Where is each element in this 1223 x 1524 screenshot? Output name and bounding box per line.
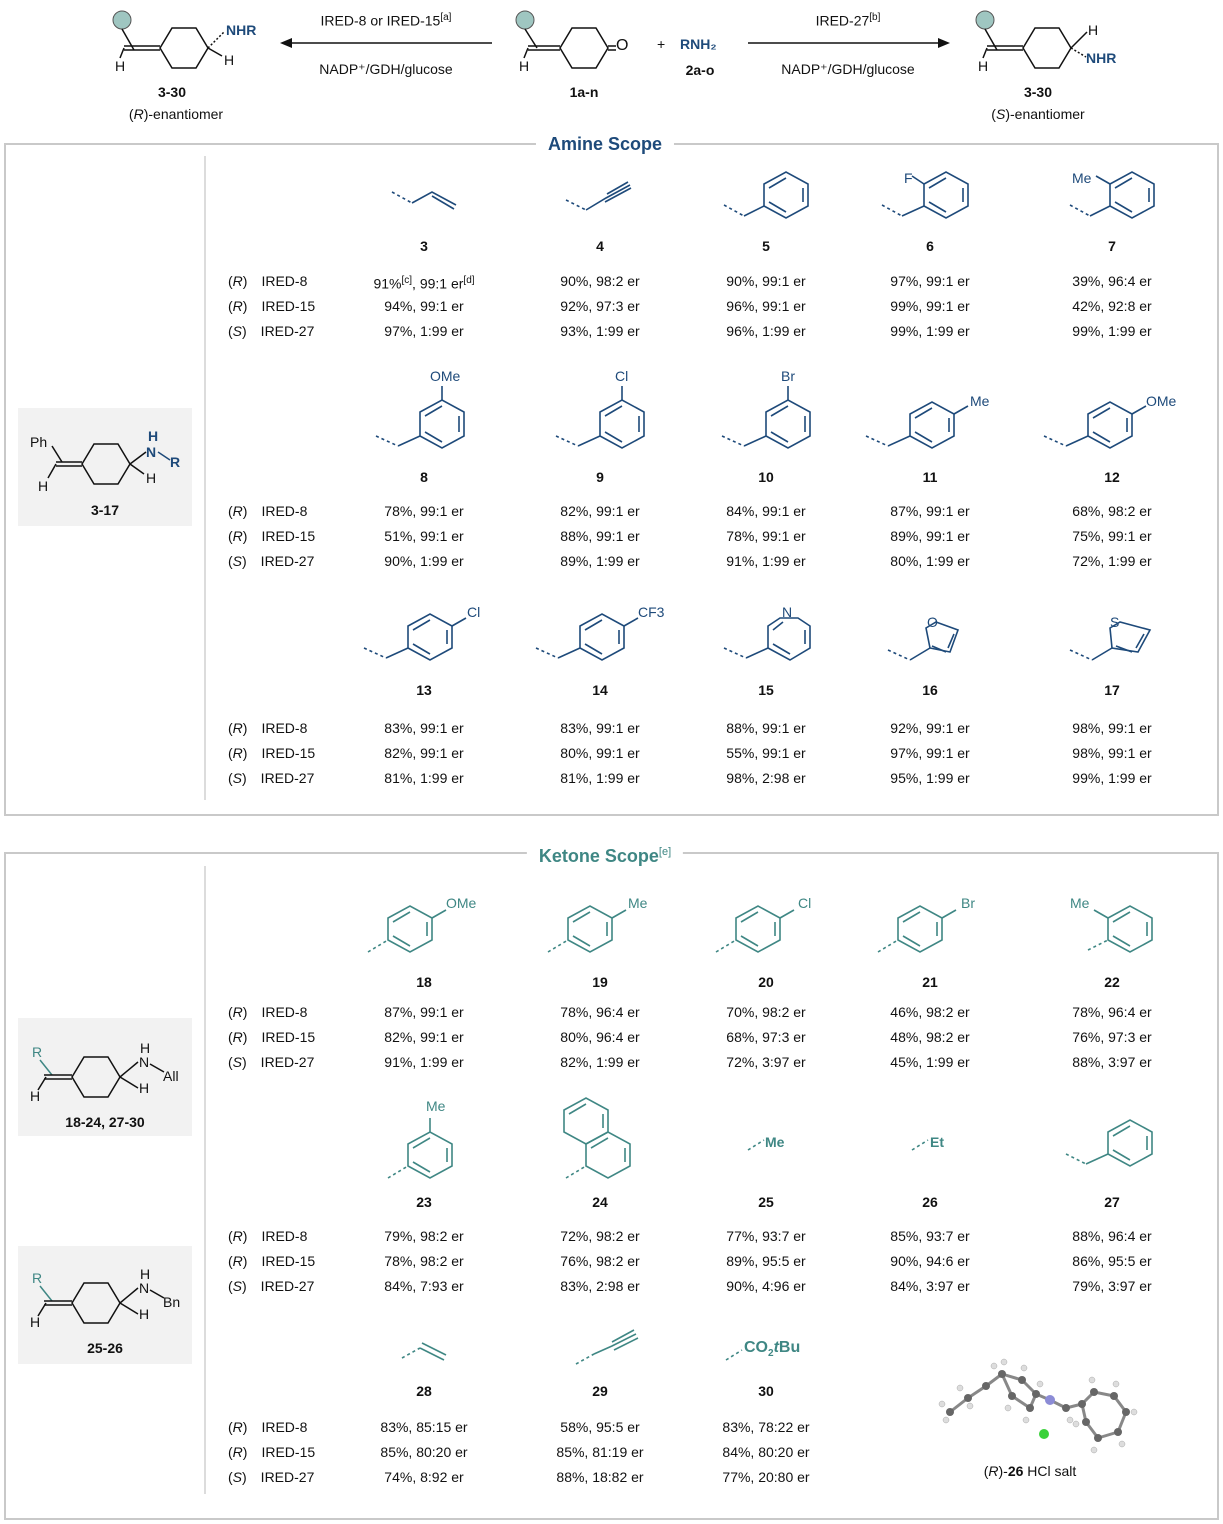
compound-label: 9 (596, 469, 604, 485)
result-cell: 78%, 98:2 er (384, 1253, 464, 1269)
left-conditions-top: IRED-8 or IRED-15[a] (320, 12, 452, 29)
result-cell: 72%, 3:97 er (726, 1054, 806, 1070)
left-conditions-bottom: NADP⁺/GDH/glucose (319, 61, 453, 77)
amine-core-ph: Ph (30, 434, 48, 450)
enzyme-label: (R) IRED-8 (228, 720, 308, 736)
result-cell: 80%, 99:1 er (560, 745, 640, 761)
result-cell: 79%, 3:97 er (1072, 1278, 1152, 1294)
amine-core-r: R (170, 454, 181, 470)
compound-label: 30 (758, 1383, 774, 1399)
compound-label: 5 (762, 238, 770, 254)
ketone-core2-h: H (139, 1306, 150, 1322)
compound-label: 26 (922, 1194, 938, 1210)
result-cell: 79%, 98:2 er (384, 1228, 464, 1244)
enzyme-label: (R) IRED-15 (228, 1444, 316, 1460)
result-cell: 82%, 1:99 er (560, 1054, 640, 1070)
ketone-core1-all: All (163, 1068, 179, 1084)
right-product-nhr: NHR (1086, 50, 1117, 66)
enzyme-label: (R) IRED-8 (228, 273, 308, 289)
result-cell: 78%, 99:1 er (726, 528, 806, 544)
result-cell: 99%, 99:1 er (890, 298, 970, 314)
result-cell: 72%, 1:99 er (1072, 553, 1152, 569)
amine-core-nh-h: H (148, 428, 159, 444)
left-product-h: H (224, 52, 235, 68)
amine-reagent: RNH₂ (680, 36, 717, 52)
enzyme-label: (R) IRED-8 (228, 503, 308, 519)
result-cell: 98%, 2:98 er (726, 770, 806, 786)
result-cell: 91%, 1:99 er (384, 1054, 464, 1070)
compound-label: 8 (420, 469, 428, 485)
sub-label-21: Br (961, 895, 975, 911)
result-cell: 90%, 4:96 er (726, 1278, 806, 1294)
left-product-vinyl-h: H (115, 58, 126, 74)
result-cell: 89%, 1:99 er (560, 553, 640, 569)
result-cell: 83%, 99:1 er (560, 720, 640, 736)
compound-label: 6 (926, 238, 934, 254)
ketone-core2-n: N (139, 1280, 150, 1296)
result-cell: 88%, 99:1 er (560, 528, 640, 544)
result-cell: 99%, 1:99 er (890, 323, 970, 339)
result-cell: 39%, 96:4 er (1072, 273, 1152, 289)
result-cell: 90%, 94:6 er (890, 1253, 970, 1269)
sub-label-30: $CO_2tBu$ (744, 1339, 801, 1360)
result-cell: 83%, 78:22 er (722, 1419, 810, 1435)
result-cell: 78%, 96:4 er (560, 1004, 640, 1020)
result-cell: 76%, 97:3 er (1072, 1029, 1152, 1045)
result-cell: 90%, 98:2 er (560, 273, 640, 289)
compound-label: 18 (416, 974, 432, 990)
sub-label-25: Me (765, 1134, 785, 1150)
result-cell: 81%, 1:99 er (560, 770, 640, 786)
enzyme-label: (R) IRED-15 (228, 1029, 316, 1045)
result-cell: 83%, 99:1 er (384, 720, 464, 736)
sub-label-18: OMe (446, 895, 477, 911)
result-cell: 84%, 3:97 er (890, 1278, 970, 1294)
compound-label: 27 (1104, 1194, 1120, 1210)
right-product-vinyl-h: H (978, 58, 989, 74)
result-cell: 42%, 92:8 er (1072, 298, 1152, 314)
ketone-scope-title: Ketone Scope[e] (527, 842, 683, 866)
result-cell: 84%, 99:1 er (726, 503, 806, 519)
result-cell: 87%, 99:1 er (890, 503, 970, 519)
compound-label: 11 (922, 469, 938, 485)
compound-label: 22 (1104, 974, 1120, 990)
compound-label: 7 (1108, 238, 1116, 254)
amine-label: 2a-o (685, 62, 715, 78)
result-cell: 82%, 99:1 er (384, 1029, 464, 1045)
result-cell: 84%, 80:20 er (722, 1444, 810, 1460)
ketone-oxygen: O (616, 37, 629, 54)
result-cell: 83%, 85:15 er (380, 1419, 468, 1435)
enzyme-label: (S) IRED-27 (228, 1278, 315, 1294)
amine-core-label: 3-17 (90, 502, 120, 518)
result-cell: 77%, 20:80 er (722, 1469, 810, 1485)
result-cell: 99%, 1:99 er (1072, 323, 1152, 339)
compound-label: 3 (420, 238, 428, 254)
result-cell: 91%[c], 99:1 er[d] (373, 275, 475, 292)
result-cell: 96%, 99:1 er (726, 298, 806, 314)
left-product-nhr: NHR (226, 22, 257, 38)
result-cell: 75%, 99:1 er (1072, 528, 1152, 544)
ketone-core1-h: H (139, 1080, 150, 1096)
sub-label-16: O (927, 614, 938, 630)
enzyme-label: (S) IRED-27 (228, 770, 315, 786)
sub-label-9: Cl (615, 368, 629, 384)
sub-label-13: Cl (467, 604, 481, 620)
result-cell: 77%, 93:7 er (726, 1228, 806, 1244)
compound-label: 24 (592, 1194, 608, 1210)
result-cell: 96%, 1:99 er (726, 323, 806, 339)
left-product-enantiomer: (R)-enantiomer (128, 106, 224, 122)
result-cell: 46%, 98:2 er (890, 1004, 970, 1020)
enzyme-label: (S) IRED-27 (228, 323, 315, 339)
result-cell: 45%, 1:99 er (890, 1054, 970, 1070)
compound-label: 16 (922, 682, 938, 698)
result-cell: 83%, 2:98 er (560, 1278, 640, 1294)
ketone-label: 1a-n (569, 84, 599, 100)
result-cell: 90%, 1:99 er (384, 553, 464, 569)
result-cell: 76%, 98:2 er (560, 1253, 640, 1269)
ketone-core2-bn: Bn (163, 1294, 181, 1310)
result-cell: 88%, 99:1 er (726, 720, 806, 736)
sub-label-10: Br (781, 368, 795, 384)
enzyme-label: (R) IRED-15 (228, 745, 316, 761)
sub-label-23: Me (426, 1098, 446, 1114)
ketone-core1-r: R (32, 1044, 43, 1060)
sub-label-17: S (1110, 614, 1120, 630)
sub-label-26: Et (930, 1134, 944, 1150)
result-cell: 85%, 80:20 er (380, 1444, 468, 1460)
compound-label: 10 (758, 469, 774, 485)
ketone-vinyl-h: H (519, 58, 530, 74)
result-cell: 70%, 98:2 er (726, 1004, 806, 1020)
ketone-core1-label: 18-24, 27-30 (65, 1114, 145, 1130)
enzyme-label: (R) IRED-8 (228, 1004, 308, 1020)
sub-label-8: OMe (430, 368, 461, 384)
sub-label-14: CF3 (638, 604, 665, 620)
result-cell: 94%, 99:1 er (384, 298, 464, 314)
result-cell: 98%, 99:1 er (1072, 720, 1152, 736)
compound-label: 19 (592, 974, 608, 990)
compound-label: 21 (922, 974, 938, 990)
compound-label: 15 (758, 682, 774, 698)
amine-scope-title: Amine Scope (536, 134, 674, 154)
result-cell: 51%, 99:1 er (384, 528, 464, 544)
compound-label: 4 (596, 238, 604, 254)
result-cell: 88%, 96:4 er (1072, 1228, 1152, 1244)
result-cell: 97%, 99:1 er (890, 273, 970, 289)
ketone-core2-nh-h: H (140, 1266, 151, 1282)
sub-label-15: N (782, 604, 793, 620)
result-cell: 82%, 99:1 er (384, 745, 464, 761)
ketone-core1-ch-h: H (30, 1088, 41, 1104)
compound-label: 20 (758, 974, 774, 990)
right-product-label: 3-30 (1023, 84, 1053, 100)
result-cell: 68%, 98:2 er (1072, 503, 1152, 519)
result-cell: 84%, 7:93 er (384, 1278, 464, 1294)
compound-label: 29 (592, 1383, 608, 1399)
ketone-core1-n: N (139, 1054, 150, 1070)
sub-label-6: F (904, 170, 913, 186)
result-cell: 85%, 93:7 er (890, 1228, 970, 1244)
result-cell: 78%, 96:4 er (1072, 1004, 1152, 1020)
compound-label: 25 (758, 1194, 774, 1210)
result-cell: 48%, 98:2 er (890, 1029, 970, 1045)
enzyme-label: (S) IRED-27 (228, 1469, 315, 1485)
result-cell: 74%, 8:92 er (384, 1469, 464, 1485)
left-product-label: 3-30 (157, 84, 187, 100)
right-product-h: H (1088, 22, 1099, 38)
result-cell: 92%, 99:1 er (890, 720, 970, 736)
result-cell: 81%, 1:99 er (384, 770, 464, 786)
result-cell: 58%, 95:5 er (560, 1419, 640, 1435)
result-cell: 98%, 99:1 er (1072, 745, 1152, 761)
result-cell: 92%, 97:3 er (560, 298, 640, 314)
result-cell: 68%, 97:3 er (726, 1029, 806, 1045)
result-cell: 55%, 99:1 er (726, 745, 806, 761)
compound-label: 12 (1104, 469, 1120, 485)
sub-label-20: Cl (798, 895, 812, 911)
enzyme-label: (R) IRED-15 (228, 528, 316, 544)
ketone-core2-ch-h: H (30, 1314, 41, 1330)
enzyme-label: (R) IRED-15 (228, 1253, 316, 1269)
result-cell: 89%, 99:1 er (890, 528, 970, 544)
amine-core-ch-h: H (38, 478, 49, 494)
sub-label-22: Me (1070, 895, 1090, 911)
result-cell: 82%, 99:1 er (560, 503, 640, 519)
amine-core-h: H (146, 470, 157, 486)
crystal-caption: (R)-26 HCl salt (983, 1463, 1077, 1479)
result-cell: 93%, 1:99 er (560, 323, 640, 339)
result-cell: 88%, 18:82 er (556, 1469, 644, 1485)
result-cell: 87%, 99:1 er (384, 1004, 464, 1020)
enzyme-label: (R) IRED-8 (228, 1228, 308, 1244)
result-cell: 89%, 95:5 er (726, 1253, 806, 1269)
sub-label-11: Me (970, 393, 990, 409)
enzyme-label: (S) IRED-27 (228, 553, 315, 569)
result-cell: 95%, 1:99 er (890, 770, 970, 786)
result-cell: 97%, 1:99 er (384, 323, 464, 339)
result-cell: 97%, 99:1 er (890, 745, 970, 761)
sub-label-12: OMe (1146, 393, 1177, 409)
ketone-core1-nh-h: H (140, 1040, 151, 1056)
result-cell: 80%, 1:99 er (890, 553, 970, 569)
compound-label: 23 (416, 1194, 432, 1210)
result-cell: 91%, 1:99 er (726, 553, 806, 569)
result-cell: 80%, 96:4 er (560, 1029, 640, 1045)
compound-label: 13 (416, 682, 432, 698)
plus-sign: + (657, 36, 666, 52)
ketone-core2-r: R (32, 1270, 43, 1286)
result-cell: 90%, 99:1 er (726, 273, 806, 289)
enzyme-label: (R) IRED-15 (228, 298, 316, 314)
enzyme-label: (R) IRED-8 (228, 1419, 308, 1435)
right-product-enantiomer: (S)-enantiomer (991, 106, 1085, 122)
result-cell: 85%, 81:19 er (556, 1444, 644, 1460)
right-conditions-bottom: NADP⁺/GDH/glucose (781, 61, 915, 77)
amine-core-n: N (146, 444, 157, 460)
result-cell: 86%, 95:5 er (1072, 1253, 1152, 1269)
compound-label: 14 (592, 682, 608, 698)
result-cell: 88%, 3:97 er (1072, 1054, 1152, 1070)
compound-label: 17 (1104, 682, 1120, 698)
sub-label-19: Me (628, 895, 648, 911)
result-cell: 72%, 98:2 er (560, 1228, 640, 1244)
enzyme-label: (S) IRED-27 (228, 1054, 315, 1070)
sub-label-7: Me (1072, 170, 1092, 186)
ketone-core2-label: 25-26 (87, 1340, 123, 1356)
right-conditions-top: IRED-27[b] (815, 12, 881, 29)
compound-label: 28 (416, 1383, 432, 1399)
result-cell: 99%, 1:99 er (1072, 770, 1152, 786)
result-cell: 78%, 99:1 er (384, 503, 464, 519)
